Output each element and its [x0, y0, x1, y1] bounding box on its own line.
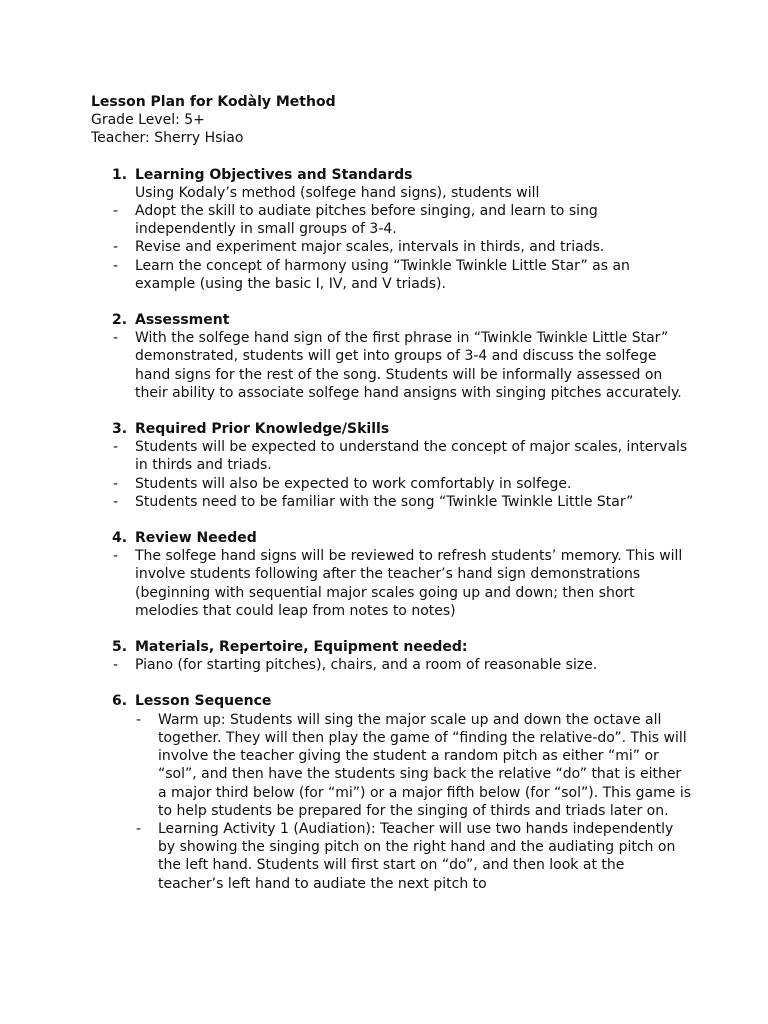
dash-bullet: -: [113, 548, 119, 565]
list-item: [91, 329, 691, 402]
section-prior-knowledge: [91, 420, 691, 511]
section-learning-objectives: [91, 166, 691, 293]
section-number: 6.: [112, 693, 128, 710]
dash-bullet: -: [113, 439, 119, 456]
section-heading: [91, 529, 691, 547]
list-item-text: Students will also be expected to work comfortably in solfege.: [135, 475, 572, 492]
list-item: [91, 493, 691, 511]
section-heading: [91, 166, 691, 184]
section-number: 1.: [112, 166, 128, 183]
section-number: 4.: [112, 530, 128, 547]
dash-bullet: -: [113, 493, 119, 510]
section-heading: [91, 692, 691, 710]
section-title: Materials, Repertoire, Equipment needed:: [135, 639, 468, 656]
section-number: 2.: [112, 312, 128, 329]
section-materials: [91, 638, 691, 674]
list-item: [91, 438, 691, 474]
section-title: Assessment: [135, 312, 230, 329]
section-heading: [91, 311, 691, 329]
grade-level: Grade Level: 5+: [91, 112, 205, 129]
list-item: [91, 238, 691, 256]
section-title: Required Prior Knowledge/Skills: [135, 421, 390, 438]
list-item: [91, 257, 691, 293]
list-item: [91, 711, 691, 820]
section-number: 5.: [112, 639, 128, 656]
dash-bullet: -: [113, 203, 119, 220]
document-header: [91, 93, 691, 148]
list-item-text: Adopt the skill to audiate pitches before singing, and learn to sing independently in small groups of 3-4.: [135, 203, 598, 238]
dash-bullet: -: [136, 711, 142, 728]
dash-bullet: -: [113, 475, 119, 492]
list-item: [91, 656, 691, 674]
list-item-text: Students will be expected to understand the concept of major scales, intervals in thirds and triads.: [135, 439, 688, 474]
dash-bullet: -: [136, 820, 142, 837]
section-heading: [91, 638, 691, 656]
section-assessment: [91, 311, 691, 402]
list-item-text: The solfege hand signs will be reviewed to refresh students’ memory. This will involve students following after the teacher’s hand sign demonstrations (beginning with sequential major scales going up and down; then short melodies that could leap from notes to notes): [135, 548, 683, 619]
list-item: [91, 547, 691, 620]
list-item-text: With the solfege hand sign of the first phrase in “Twinkle Twinkle Little Star” demonstrated, students will get into groups of 3-4 and discuss the solfege hand signs for the rest of the song. Students will be informally assessed on their ability to associate solfege hand ansigns with singing pitches accurately.: [135, 330, 682, 401]
section-number: 3.: [112, 421, 128, 438]
teacher-name: Teacher: Sherry Hsiao: [91, 130, 244, 147]
list-item-text: Students need to be familiar with the song “Twinkle Twinkle Little Star”: [135, 493, 634, 510]
section-intro: Using Kodaly’s method (solfege hand signs), students will: [135, 184, 540, 201]
section-review-needed: [91, 529, 691, 620]
list-item: [91, 820, 691, 893]
document-title: Lesson Plan for Kodàly Method: [91, 94, 336, 110]
dash-bullet: -: [113, 657, 119, 674]
section-title: Lesson Sequence: [135, 693, 272, 710]
list-item: [91, 475, 691, 493]
list-item-text: Learning Activity 1 (Audiation): Teacher will use two hands independently by showing the singing pitch on the right hand and the audiating pitch on the left hand. Students will first start on “do”, and then look at the teacher’s left hand to audiate the next pitch to: [158, 820, 676, 892]
dash-bullet: -: [113, 257, 119, 274]
list-item-text: Warm up: Students will sing the major scale up and down the octave all together. They will then play the game of “finding the relative-do”. This will involve the teacher giving the student a random pitch as either “mi” or “sol”, and then have the students sing back the relative “do” that is either a major third below (for “mi”) or a major fifth below (for “sol”). This game is to help students be prepared for the singing of thirds and triads later on.: [158, 711, 692, 819]
section-title: Learning Objectives and Standards: [135, 166, 413, 183]
dash-bullet: -: [113, 330, 119, 347]
dash-bullet: -: [113, 239, 119, 256]
section-lesson-sequence: [91, 692, 691, 892]
lesson-plan-document: [91, 93, 691, 893]
section-title: Review Needed: [135, 530, 257, 547]
list-item-text: Learn the concept of harmony using “Twinkle Twinkle Little Star” as an example (using the basic I, IV, and V triads).: [135, 257, 630, 292]
section-heading: [91, 420, 691, 438]
list-item-text: Revise and experiment major scales, intervals in thirds, and triads.: [135, 239, 605, 256]
list-item-text: Piano (for starting pitches), chairs, and a room of reasonable size.: [135, 657, 598, 674]
list-item: [91, 202, 691, 238]
